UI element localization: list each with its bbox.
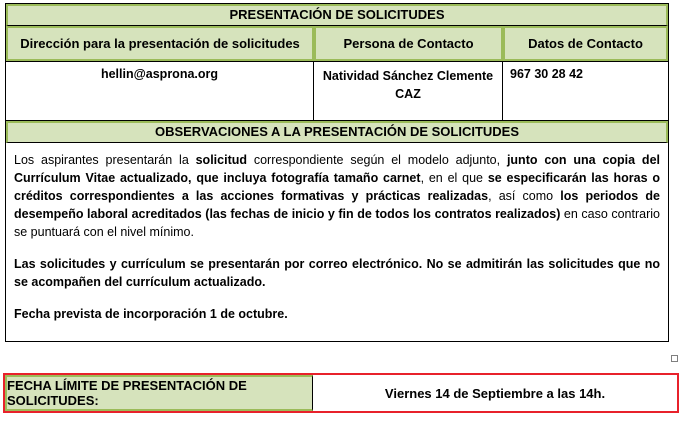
bold-segment: se especificarán las horas o créditos correspondientes a las acciones formativas y prácticas realizadas: [14, 171, 660, 203]
spacer: [14, 291, 660, 305]
deadline-value: Viernes 14 de Septiembre a las 14h.: [384, 385, 606, 401]
text-segment: correspondiente según el modelo adjunto,: [247, 153, 507, 167]
contact-person: [314, 62, 503, 120]
observations-paragraph-2: Las solicitudes y currículum se presentarán por correo electrónico. No se admitirán las solicitudes que no se acompañen del currículum actualizado.: [14, 257, 660, 289]
observations-body: [6, 143, 668, 341]
bold-segment: junto con una copia del Currículum Vitae actualizado, que incluya fotografía tamaño carnet: [14, 153, 660, 185]
contact-phone: 967 30 28 42: [510, 67, 583, 81]
table-title: PRESENTACIÓN DE SOLICITUDES: [6, 4, 668, 26]
applications-table: [5, 3, 669, 342]
observations-title: OBSERVACIONES A LA PRESENTACIÓN DE SOLICITUDES: [6, 121, 668, 143]
contact-row: [6, 62, 668, 121]
header-contact-details: Datos de Contacto: [503, 26, 668, 61]
bold-segment: los periodos de desempeño laboral acreditados (las fechas de inicio y fin de todos los contratos realizados): [14, 189, 660, 221]
spacer: [14, 241, 660, 255]
header-address: Dirección para la presentación de solicitudes: [6, 26, 314, 61]
column-headers: [6, 26, 668, 62]
observations-paragraph-3: Fecha prevista de incorporación 1 de octubre.: [14, 307, 288, 321]
text-segment: en caso contrario se puntuará con el nivel mínimo.: [14, 207, 660, 239]
header-contact-person: Persona de Contacto: [314, 26, 503, 61]
text-segment: Los aspirantes presentarán la: [14, 153, 196, 167]
contact-person-dept: CAZ: [395, 87, 421, 101]
resize-handle-icon[interactable]: [671, 355, 678, 362]
observations-paragraph-1: [14, 151, 660, 241]
deadline-box: [3, 373, 679, 413]
text-segment: , en el que: [420, 171, 488, 185]
contact-person-name: Natividad Sánchez Clemente: [322, 69, 494, 83]
bold-segment: solicitud: [195, 153, 248, 167]
text-segment: , así como: [488, 189, 561, 203]
deadline-label: FECHA LÍMITE DE PRESENTACIÓN DE SOLICITUDES:: [5, 375, 313, 411]
address-email[interactable]: hellin@asprona.org: [6, 62, 314, 120]
